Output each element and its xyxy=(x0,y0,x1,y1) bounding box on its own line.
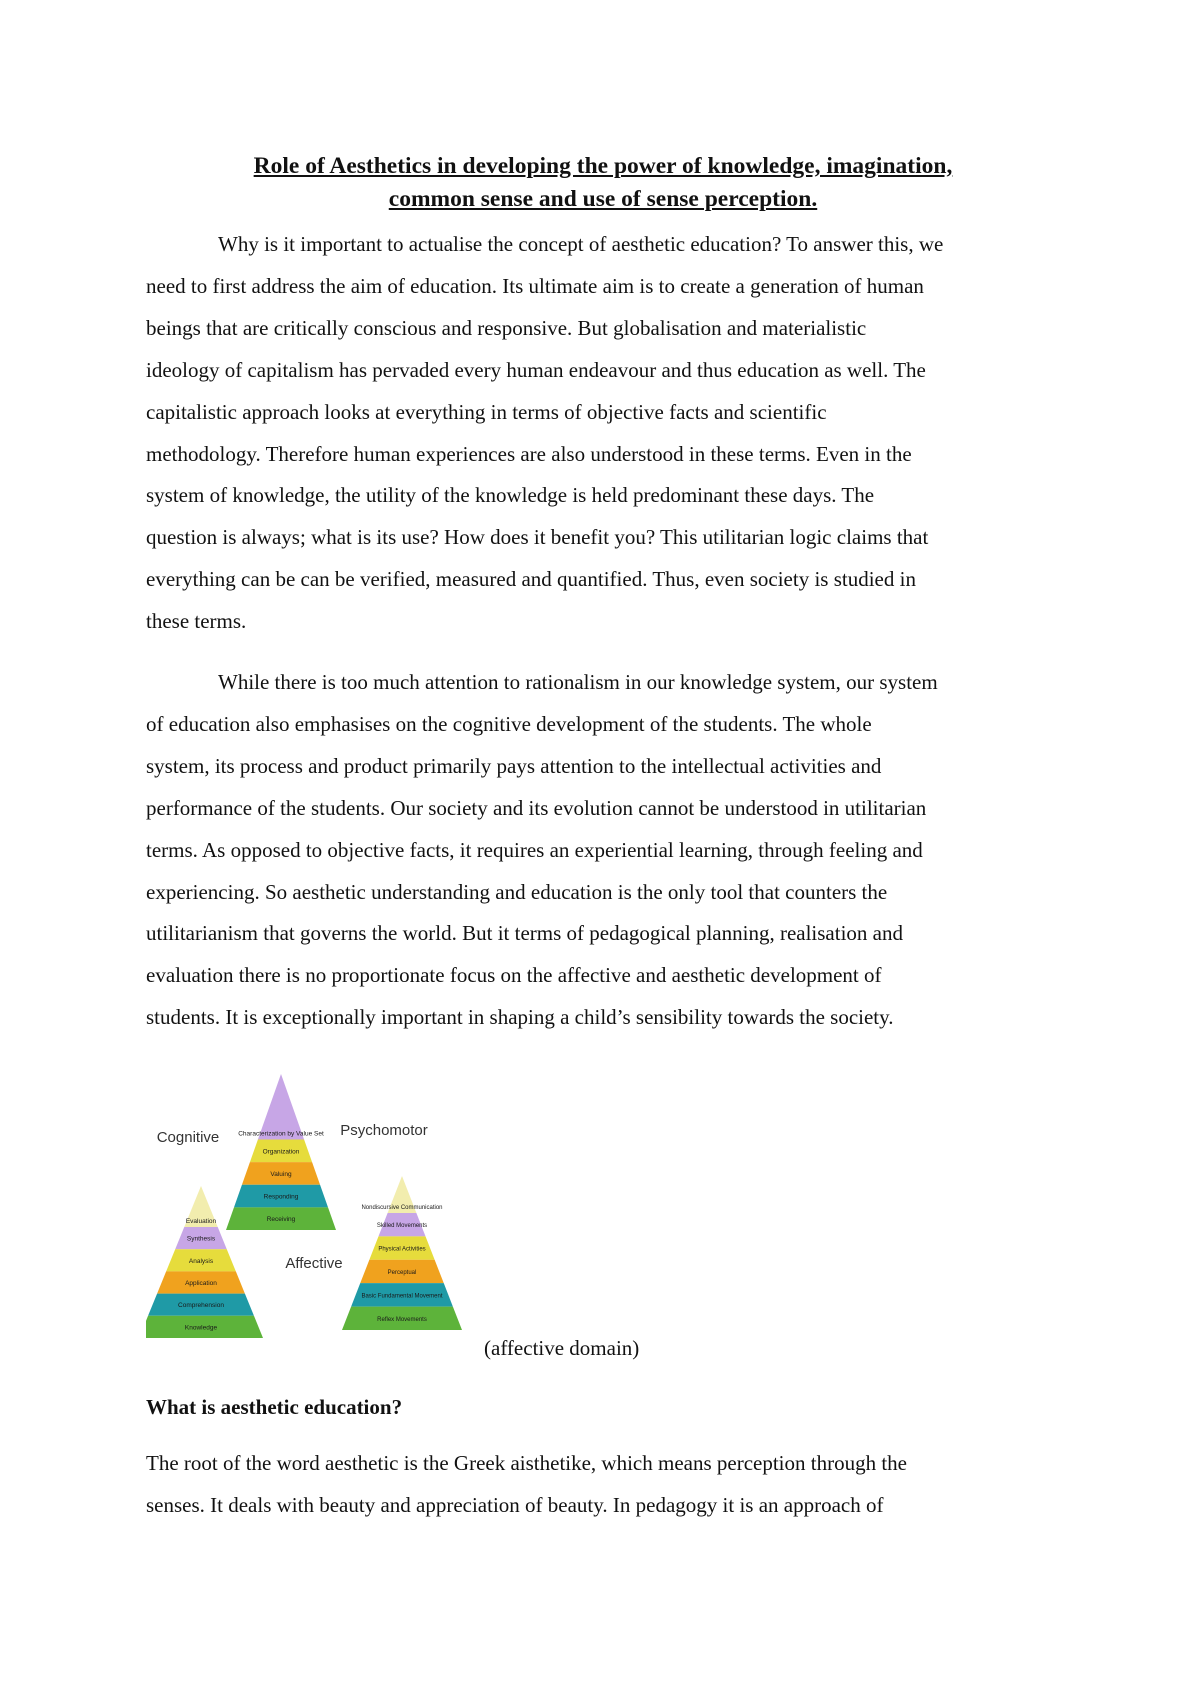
psychomotor-tier-label: Nondiscursive Communication xyxy=(361,1204,443,1211)
text-line: these terms. xyxy=(146,609,247,634)
text-line: capitalistic approach looks at everything in terms of objective facts and scientific xyxy=(146,399,827,424)
text-line: While there is too much attention to rationalism in our knowledge system, our system xyxy=(218,670,938,694)
text-line: beings that are critically conscious and responsive. But globalisation and materialistic xyxy=(146,315,867,340)
psychomotor-tier-label: Skilled Movements xyxy=(376,1223,428,1230)
text-line: evaluation there is no proportionate focus on the affective and aesthetic development of xyxy=(146,963,882,988)
text-line: ideology of capitalism has pervaded every human endeavour and thus education as well. The xyxy=(146,357,926,382)
text-line: The root of the word aesthetic is the Greek aisthetike, which means perception through the xyxy=(146,1451,908,1475)
text-line: Why is it important to actualise the concept of aesthetic education? To answer this, we xyxy=(218,232,944,256)
affective-tier-label: Valuing xyxy=(270,1170,292,1178)
text-line: terms. As opposed to objective facts, it requires an experiential learning, through feeling and xyxy=(146,837,923,862)
text-line: experiencing. So aesthetic understanding and education is the only tool that counters the xyxy=(146,879,888,904)
paragraph-definition xyxy=(146,1443,1066,1527)
psychomotor-tier-label: Physical Activities xyxy=(378,1246,426,1253)
paragraph-rationalism xyxy=(146,662,1066,1039)
text-line: everything can be can be verified, measured and quantified. Thus, even society is studied in xyxy=(146,567,916,592)
text-line: utilitarianism that governs the world. But it terms of pedagogical planning, realisation and xyxy=(146,921,903,946)
cognitive-tier-label: Evaluation xyxy=(185,1218,217,1226)
psychomotor-tier-label: Perceptual xyxy=(387,1269,417,1276)
cognitive-tier-label: Synthesis xyxy=(186,1235,216,1243)
text-line: of education also emphasises on the cognitive development of the students. The whole xyxy=(146,711,872,736)
paragraph-aim-of-education xyxy=(146,224,1066,643)
affective-pyramid xyxy=(226,1074,336,1230)
taxonomy-pyramids-diagram xyxy=(146,1066,486,1356)
affective-tier-label: Receiving xyxy=(266,1216,296,1224)
document-title xyxy=(146,150,1060,216)
text-line: system of knowledge, the utility of the knowledge is held predominant these days. The xyxy=(146,483,875,508)
section-heading: What is aesthetic education? xyxy=(146,1395,403,1419)
affective-tier-label: Organization xyxy=(262,1148,300,1156)
affective-tier-label: Responding xyxy=(263,1193,299,1201)
psychomotor-tier-label: Reflex Movements xyxy=(377,1316,427,1323)
text-line: methodology. Therefore human experiences are also understood in these terms. Even in the xyxy=(146,441,912,466)
affective-label: Affective xyxy=(285,1255,343,1272)
text-line: need to first address the aim of education. Its ultimate aim is to create a generation of human xyxy=(146,273,924,298)
text-line: students. It is exceptionally important in shaping a child’s sensibility towards the society. xyxy=(146,1005,894,1030)
text-line: performance of the students. Our society and its evolution cannot be understood in utilitarian xyxy=(146,795,927,820)
cognitive-tier-label: Analysis xyxy=(188,1257,214,1265)
text-line: system, its process and product primarily pays attention to the intellectual activities and xyxy=(146,753,882,778)
figure-caption: (affective domain) xyxy=(484,1336,640,1360)
cognitive-tier-label: Application xyxy=(185,1280,217,1288)
psychomotor-tier-label: Basic Fundamental Movement xyxy=(361,1293,443,1300)
cognitive-tier-label: Knowledge xyxy=(184,1324,218,1332)
title-line: Role of Aesthetics in developing the power of knowledge, imagination, xyxy=(253,153,953,179)
cognitive-label: Cognitive xyxy=(156,1129,220,1146)
text-line: question is always; what is its use? How does it benefit you? This utilitarian logic claims that xyxy=(146,525,929,550)
text-line: senses. It deals with beauty and appreciation of beauty. In pedagogy it is an approach of xyxy=(146,1492,884,1517)
taxonomy-pyramids-figure xyxy=(146,1066,486,1356)
affective-tier-label: Characterization by Value Set xyxy=(238,1130,324,1138)
title-line: common sense and use of sense perception. xyxy=(388,186,818,212)
psychomotor-label: Psychomotor xyxy=(340,1122,428,1139)
psychomotor-pyramid xyxy=(342,1176,462,1330)
cognitive-tier-label: Comprehension xyxy=(178,1302,224,1310)
